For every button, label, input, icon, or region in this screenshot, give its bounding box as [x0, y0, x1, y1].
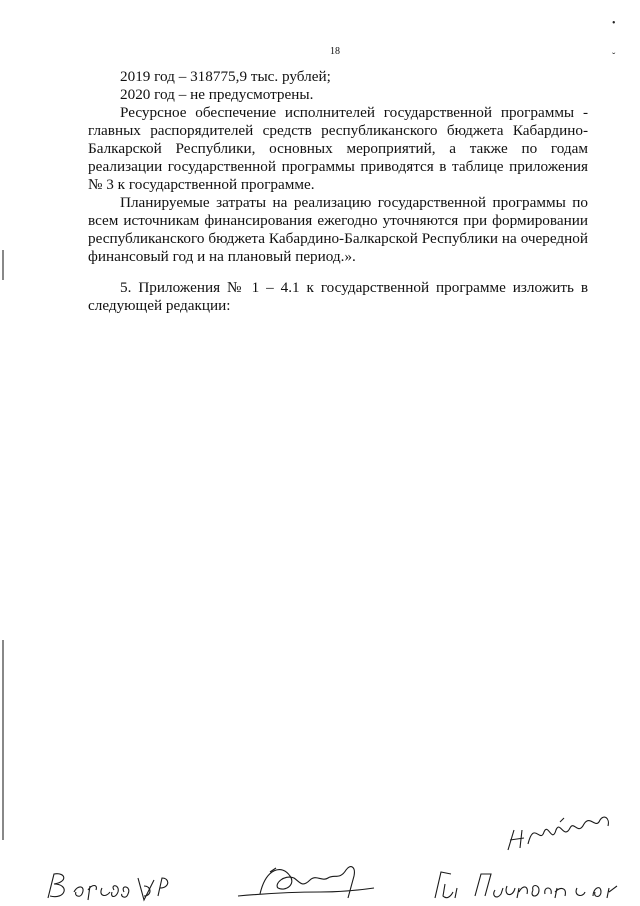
scan-edge-line — [2, 640, 4, 840]
paragraph: Ресурсное обеспечение исполнителей государственной программы - главных распорядителей средств республиканского бюджета Кабардино-Балкарской Республики, основных мероприятий, а также по годам реализации государственной программы приводятся в таблице приложения № 3 к государственной программе. — [88, 104, 588, 193]
item-5: 5. Приложения № 1 – 4.1 к государственной программе изложить в следующей редакции: — [88, 279, 588, 314]
paragraph: 2020 год – не предусмотрены. — [120, 86, 314, 103]
paragraph: 2019 год – 318775,9 тыс. рублей; — [120, 68, 331, 85]
page-number: 18 — [330, 46, 340, 57]
paragraph: Планируемые затраты на реализацию государственной программы по всем источникам финансирования ежегодно уточняются при формировании республиканского бюджета Кабардино-Балкарской Республики на очередной финансовый год и на плановый период.». — [88, 194, 588, 265]
margin-dot: • — [612, 18, 616, 29]
amendment-item — [88, 279, 588, 315]
body-text — [88, 68, 588, 266]
signature-mark — [230, 858, 380, 903]
margin-mark: ˇ — [612, 52, 616, 63]
signature-image — [500, 800, 620, 860]
handwritten-name-signature — [40, 866, 180, 906]
scan-edge-line — [2, 250, 4, 280]
handwritten-name-signature — [425, 866, 625, 906]
